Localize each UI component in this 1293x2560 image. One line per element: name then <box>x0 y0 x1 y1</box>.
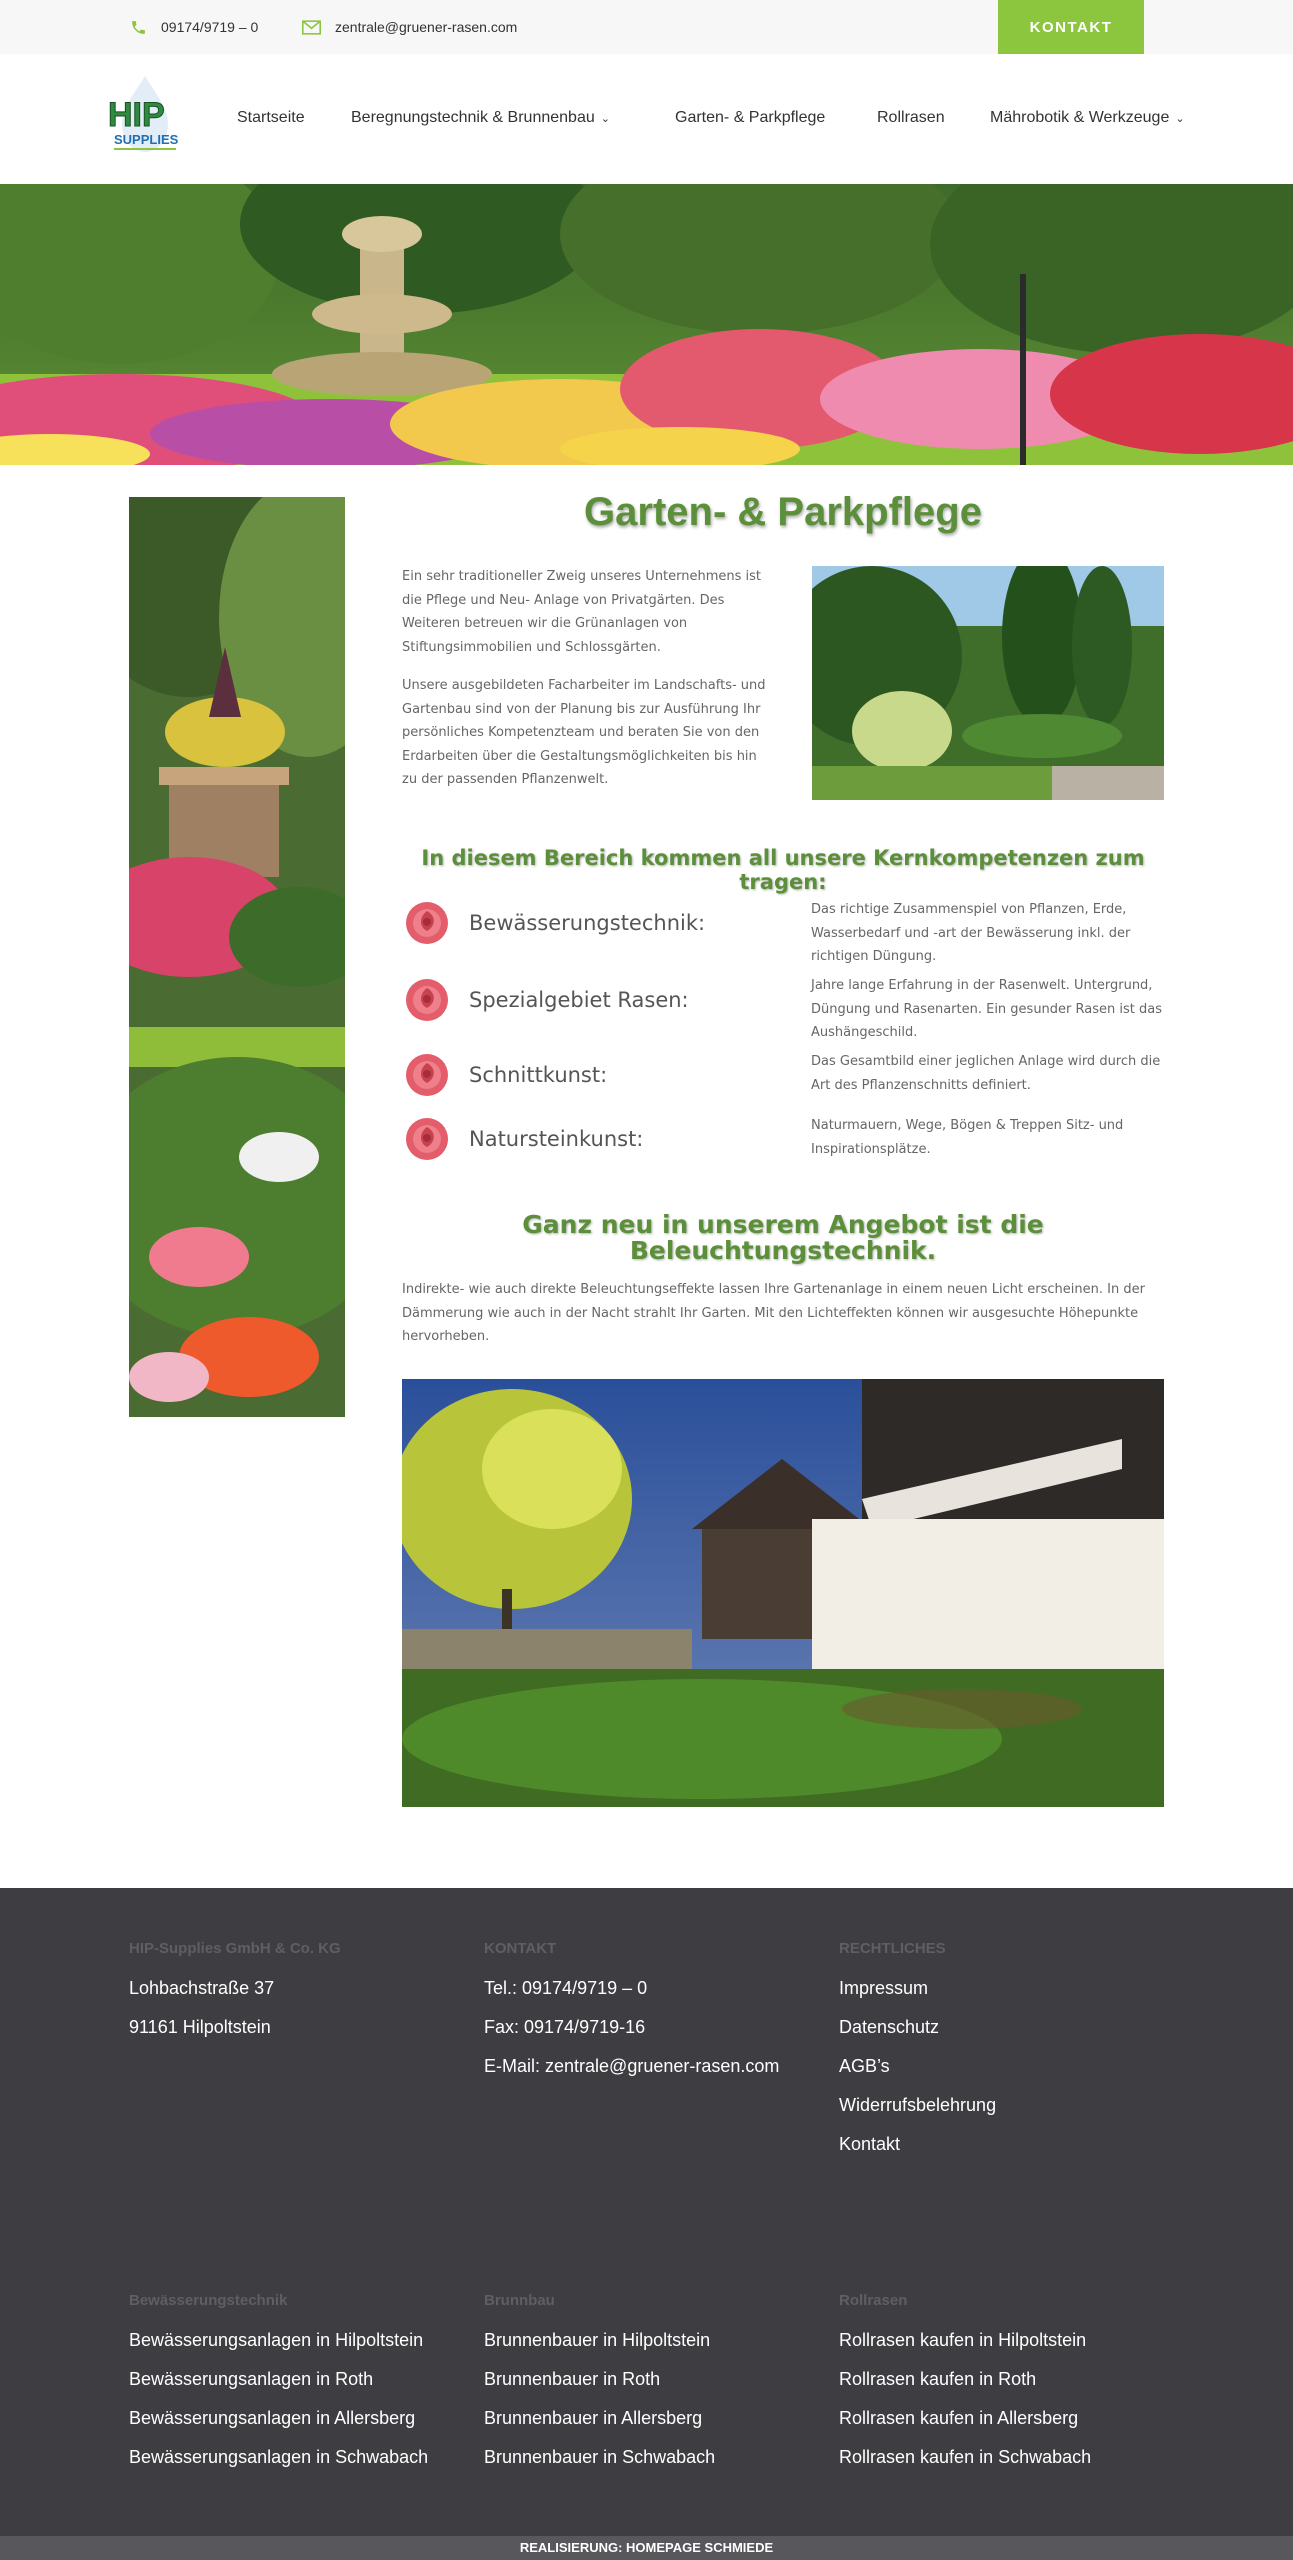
footer-link-rollrasen-hilpoltstein[interactable]: Rollrasen kaufen in Hilpoltstein <box>839 2330 1087 2350</box>
page-title: Garten- & Parkpflege <box>584 490 982 534</box>
hero-garden-image <box>0 184 1293 465</box>
footer-bewaesserung-heading: Bewässerungstechnik <box>129 2292 288 2309</box>
nav-garten-parkpflege[interactable] <box>675 109 825 127</box>
svg-text:SUPPLIES: SUPPLIES <box>114 132 179 147</box>
garden-hedge-photo <box>812 566 1164 800</box>
footer-email[interactable]: E-Mail: zentrale@gruener-rasen.com <box>484 2056 780 2076</box>
footer-rechtliches-heading: RECHTLICHES <box>839 1940 946 1957</box>
footer-link-bewaesserung-hilpoltstein[interactable]: Bewässerungsanlagen in Hilpoltstein <box>129 2330 424 2350</box>
nav-maehrobotik[interactable] <box>990 109 1185 127</box>
topbar-email-text: zentrale@gruener-rasen.com <box>335 19 518 35</box>
footer-tel[interactable]: Tel.: 09174/9719 – 0 <box>484 1978 648 1998</box>
footer-credit[interactable]: REALISIERUNG: HOMEPAGE SCHMIEDE <box>0 2536 1293 2560</box>
competence-title: In diesem Bereich kommen all unsere Kernkompetenzen zum tragen: <box>421 846 1145 894</box>
footer-link-brunnen-hilpoltstein[interactable]: Brunnenbauer in Hilpoltstein <box>484 2330 711 2350</box>
footer-city: 91161 Hilpoltstein <box>129 2017 271 2037</box>
svg-text:HIP: HIP <box>108 96 165 134</box>
nav-beregnungstechnik-label: Beregnungstechnik & Brunnenbau <box>351 109 595 126</box>
intro-paragraph-2: Unsere ausgebildeten Facharbeiter im Landschafts- und Gartenbau sind von der Planung bis zur Ausführung Ihr persönliches Kompetenzteam und beraten Sie von den Erdarbeiten über die Gestaltungsmöglichkeiten bis hin zu der passenden Pflanzenwelt. <box>402 678 766 787</box>
site-header <box>0 54 1293 184</box>
new-offer-text: Indirekte- wie auch direkte Beleuchtungseffekte lassen Ihre Gartenanlage in einem neuen Licht erscheinen. In der Dämmerung wie auch in der Nacht strahlt Ihr Garten. Mit den Lichteffekten können wir ausgesuchte Höhepunkte hervorheben. <box>402 1282 1145 1344</box>
footer-link-agb[interactable]: AGB’s <box>839 2056 890 2076</box>
footer-link-datenschutz[interactable]: Datenschutz <box>839 2017 940 2037</box>
rose-icon <box>402 975 452 1025</box>
competence-rasen <box>402 975 689 1025</box>
nav-rollrasen-label: Rollrasen <box>877 109 945 126</box>
footer-link-brunnen-allersberg[interactable]: Brunnenbauer in Allersberg <box>484 2408 703 2428</box>
rose-icon <box>402 898 452 948</box>
intro-paragraph-1: Ein sehr traditioneller Zweig unseres Unternehmens ist die Pflege und Neu- Anlage von Privatgärten. Des Weiteren betreuen wir die Grünanlagen von Stiftungsimmobilien und Schlossgärten. <box>402 569 762 655</box>
footer-link-brunnen-schwabach[interactable]: Brunnenbauer in Schwabach <box>484 2447 716 2467</box>
footer-rollrasen-heading: Rollrasen <box>839 2292 908 2309</box>
side-garden-image <box>129 497 345 1417</box>
footer-link-impressum[interactable]: Impressum <box>839 1978 929 1998</box>
footer-link-rollrasen-schwabach[interactable]: Rollrasen kaufen in Schwabach <box>839 2447 1092 2467</box>
topbar-phone[interactable] <box>130 0 258 54</box>
competence-label: Natursteinkunst: <box>469 1127 644 1151</box>
new-offer-title: Ganz neu in unserem Angebot ist die Beleuchtungstechnik. <box>522 1210 1044 1265</box>
nav-startseite[interactable] <box>237 109 305 127</box>
competence-label: Bewässerungstechnik: <box>469 911 706 935</box>
nav-startseite-label: Startseite <box>237 109 305 126</box>
nav-maehrobotik-label: Mährobotik & Werkzeuge <box>990 109 1170 126</box>
footer-link-bewaesserung-roth[interactable]: Bewässerungsanlagen in Roth <box>129 2369 374 2389</box>
footer-link-brunnen-roth[interactable]: Brunnenbauer in Roth <box>484 2369 661 2389</box>
kontakt-button[interactable]: KONTAKT <box>998 0 1144 54</box>
footer-brunnbau-heading: Brunnbau <box>484 2292 555 2309</box>
competence-desc: Naturmauern, Wege, Bögen & Treppen Sitz- und Inspirationsplätze. <box>811 1118 1124 1157</box>
footer-link-bewaesserung-allersberg[interactable]: Bewässerungsanlagen in Allersberg <box>129 2408 416 2428</box>
hip-supplies-logo[interactable] <box>104 74 186 162</box>
site-footer <box>0 1888 1293 2536</box>
footer-link-kontakt[interactable]: Kontakt <box>839 2134 901 2154</box>
competence-desc: Das richtige Zusammenspiel von Pflanzen, Erde, Wasserbedarf und -art der Bewässerung inkl. der richtigen Düngung. <box>811 902 1131 964</box>
competence-schnittkunst <box>402 1050 607 1100</box>
footer-link-rollrasen-roth[interactable]: Rollrasen kaufen in Roth <box>839 2369 1037 2389</box>
competence-naturstein <box>402 1114 643 1164</box>
top-contact-bar <box>0 0 1293 54</box>
competence-desc: Das Gesamtbild einer jeglichen Anlage wird durch die Art des Pflanzenschnitts definiert. <box>811 1054 1161 1093</box>
nav-beregnungstechnik[interactable] <box>351 109 610 127</box>
footer-link-widerruf[interactable]: Widerrufsbelehrung <box>839 2095 997 2115</box>
footer-kontakt-heading: KONTAKT <box>484 1940 557 1957</box>
competence-bewaesserung <box>402 898 705 948</box>
garden-lighting-photo <box>402 1379 1164 1807</box>
nav-rollrasen[interactable] <box>877 109 945 127</box>
nav-garten-parkpflege-label: Garten- & Parkpflege <box>675 109 826 126</box>
footer-fax: Fax: 09174/9719-16 <box>484 2017 646 2037</box>
mail-icon <box>302 20 321 35</box>
footer-link-bewaesserung-schwabach[interactable]: Bewässerungsanlagen in Schwabach <box>129 2447 429 2467</box>
rose-icon <box>402 1050 452 1100</box>
footer-street: Lohbachstraße 37 <box>129 1978 275 1998</box>
footer-link-rollrasen-allersberg[interactable]: Rollrasen kaufen in Allersberg <box>839 2408 1079 2428</box>
competence-desc: Jahre lange Erfahrung in der Rasenwelt. Untergrund, Düngung und Rasenarten. Ein gesunder Rasen ist das Aushängeschild. <box>811 978 1162 1040</box>
phone-icon <box>130 19 147 36</box>
competence-label: Spezialgebiet Rasen: <box>469 988 689 1012</box>
chevron-down-icon: ⌄ <box>1175 112 1185 125</box>
rose-icon <box>402 1114 452 1164</box>
chevron-down-icon: ⌄ <box>600 112 610 125</box>
topbar-phone-text: 09174/9719 – 0 <box>161 19 259 35</box>
competence-label: Schnittkunst: <box>469 1063 608 1087</box>
topbar-email[interactable] <box>302 0 517 54</box>
footer-company-heading: HIP-Supplies GmbH & Co. KG <box>129 1940 341 1957</box>
